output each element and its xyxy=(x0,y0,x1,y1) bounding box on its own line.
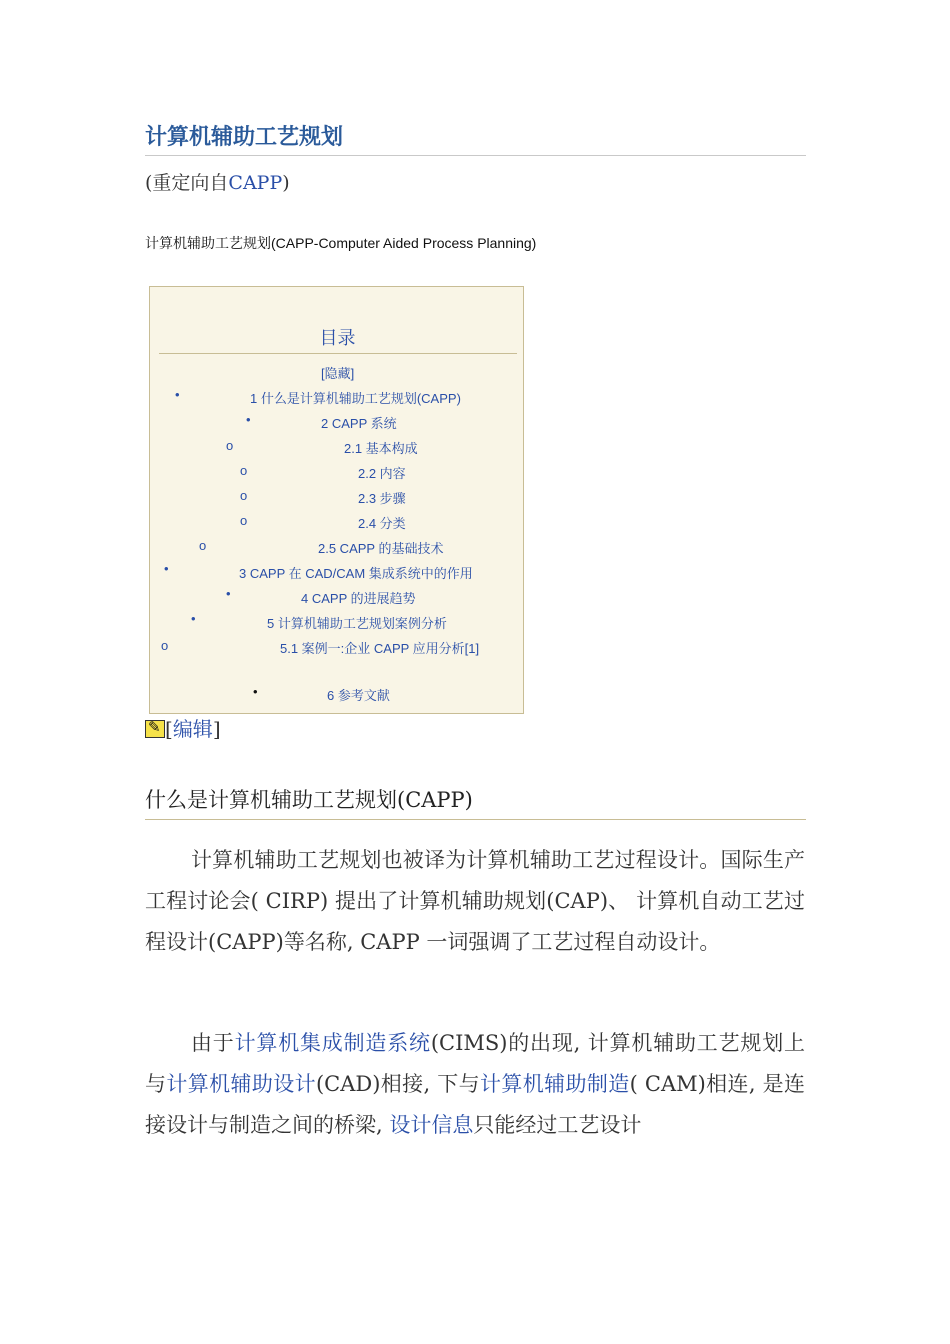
para-text: (CIMS)的出现, 计算机辅助工艺规划上与 xyxy=(145,1031,805,1096)
toc-item-2[interactable]: 2 CAPP 系统 xyxy=(321,416,397,431)
article-subtitle: 计算机辅助工艺规划(CAPP-Computer Aided Process Planning) xyxy=(145,235,537,251)
toc-bullet: • xyxy=(253,684,258,699)
link-cad[interactable]: 计算机辅助设计 xyxy=(166,1072,316,1096)
toc-toggle-link[interactable]: [隐藏] xyxy=(321,366,355,381)
toc-item-2-1[interactable]: 2.1 基本构成 xyxy=(344,441,418,456)
toc-item-2-2[interactable]: 2.2 内容 xyxy=(358,466,406,481)
redirect-note xyxy=(145,168,290,195)
toc-bullet: o xyxy=(240,463,248,478)
edit-bracket-open: [ xyxy=(165,717,173,741)
toc-bullet: • xyxy=(246,412,251,427)
toc-item-1[interactable]: 1 什么是计算机辅助工艺规划(CAPP) xyxy=(250,391,461,406)
toc-item-4[interactable]: 4 CAPP 的进展趋势 xyxy=(301,591,416,606)
toc-bullet: o xyxy=(161,638,169,653)
toc-bullet: o xyxy=(240,513,248,528)
toc-item-3[interactable]: 3 CAPP 在 CAD/CAM 集成系统中的作用 xyxy=(239,566,473,581)
redirect-suffix: ) xyxy=(282,172,290,194)
toc-item-2-3[interactable]: 2.3 步骤 xyxy=(358,491,406,506)
toc-bullet: o xyxy=(226,438,234,453)
toc-bullet: • xyxy=(164,561,169,576)
toc-item-6[interactable]: 6 参考文献 xyxy=(327,688,390,703)
page-title: 计算机辅助工艺规划 xyxy=(145,120,806,156)
toc-bullet: • xyxy=(175,387,180,402)
link-cam[interactable]: 计算机辅助制造 xyxy=(480,1072,630,1096)
para-text: (CAD)相接, 下与 xyxy=(315,1072,481,1096)
para-text: 由于 xyxy=(191,1031,235,1055)
edit-link[interactable]: 编辑 xyxy=(172,717,213,741)
para-text: ( CAM)相连, 是连接设计与制造之间的桥梁, xyxy=(145,1072,806,1137)
para-text: 只能经过工艺设计 xyxy=(473,1113,642,1137)
paragraph-cims xyxy=(145,1023,805,1146)
redirect-prefix: (重定向自 xyxy=(145,172,229,194)
toc-item-2-4[interactable]: 2.4 分类 xyxy=(358,516,406,531)
toc-item-2-5[interactable]: 2.5 CAPP 的基础技术 xyxy=(318,541,444,556)
toc-bullet: o xyxy=(240,488,248,503)
toc-divider xyxy=(159,353,517,354)
edit-bracket-close: ] xyxy=(212,717,221,741)
toc-item-5[interactable]: 5 计算机辅助工艺规划案例分析 xyxy=(267,616,447,631)
redirect-link-capp[interactable]: CAPP xyxy=(228,172,283,194)
link-design-info[interactable]: 设计信息 xyxy=(389,1113,474,1137)
table-of-contents xyxy=(149,286,524,714)
paragraph-definition: 计算机辅助工艺规划也被译为计算机辅助工艺过程设计。国际生产工程讨论会( CIRP) 提出了计算机辅助规划(CAP)、 计算机自动工艺过程设计(CAPP)等名称, CAPP 一词强调了工艺过程自动设计。 xyxy=(145,848,805,954)
link-cims[interactable]: 计算机集成制造系统 xyxy=(234,1031,431,1055)
toc-title: 目录 xyxy=(319,328,356,349)
toc-item-5-1[interactable]: 5.1 案例一:企业 CAPP 应用分析[1] xyxy=(280,641,480,656)
edit-section-row xyxy=(145,713,221,742)
toc-bullet: • xyxy=(226,586,231,601)
toc-bullet: o xyxy=(199,538,207,553)
edit-pencil-icon[interactable] xyxy=(145,720,165,738)
toc-bullet: • xyxy=(191,611,196,626)
section-heading: 什么是计算机辅助工艺规划(CAPP) xyxy=(145,784,806,820)
